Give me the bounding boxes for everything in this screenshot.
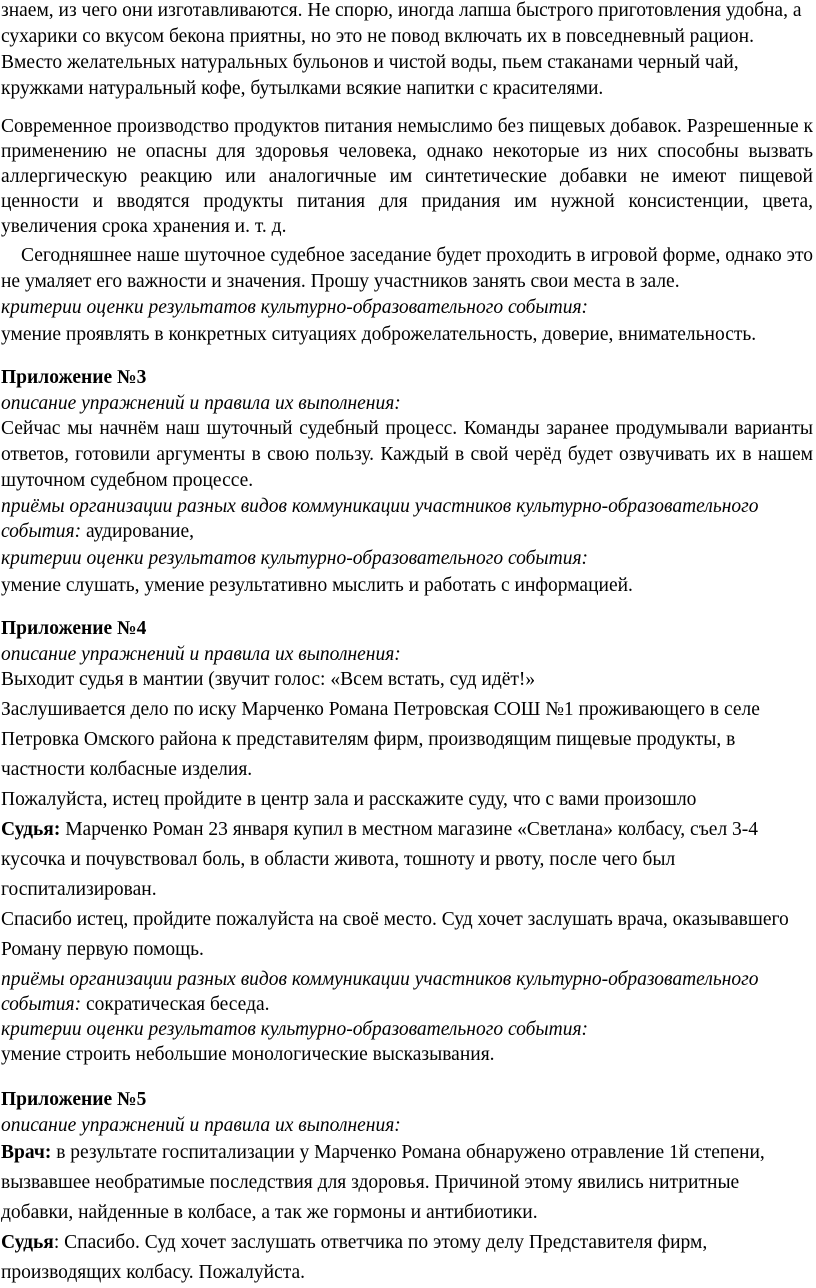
- appendix-4-description-label: описание упражнений и правила их выполнения:: [1, 644, 401, 665]
- appendix-4-line-3: Пожалуйста, истец пройдите в центр зала и расскажите суду, что с вами произошло: [1, 789, 697, 810]
- appendix-3-description-text: Сейчас мы начнём наш шуточный судебный процесс. Команды заранее продумывали варианты ответов, готовили аргументы в свою пользу. Каждый в свой черёд будет озвучивать их в нашем шуточном судебном процессе.: [1, 418, 813, 491]
- intro-criteria-label: критерии оценки результатов культурно-образовательного события:: [1, 297, 589, 318]
- intro-paragraph-2: Современное производство продуктов питания немыслимо без пищевых добавок. Разрешенные к применению не опасны для здоровья человека, однако некоторые из них способны вызвать аллергическую реакцию или аналогичные им синтетические добавки не имеют пищевой ценности и вводятся продукты питания для придания им нужной консистенции, цвета, увеличения срока хранения и. т. д.: [1, 116, 813, 237]
- appendix-4-line-1: Выходит судья в мантии (звучит голос: «Всем встать, суд идёт!»: [1, 669, 536, 690]
- appendix-4-methods-label: приёмы организации разных видов коммуникации участников культурно-образовательного события:: [1, 969, 759, 1015]
- appendix-3-methods: [1, 494, 813, 544]
- appendix-4-title: Приложение №4: [1, 618, 147, 639]
- intro-criteria-text: умение проявлять в конкретных ситуациях доброжелательность, доверие, внимательность.: [1, 324, 757, 345]
- intro-paragraph-1: знаем, из чего они изготавливаются. Не спорю, иногда лапша быстрого приготовления удобна, а сухарики со вкусом бекона приятны, но это не повод включать их в повседневный рацион. Вместо желательных натуральных бульонов и чистой воды, пьем стаканами черный чай, кружками натуральный кофе, бутылками всякие напитки с красителями.: [1, 0, 802, 99]
- appendix-4-line-4: Спасибо истец, пройдите пожалуйста на своё место. Суд хочет заслушать врача, оказывавшего Роману первую помощь.: [1, 909, 789, 960]
- appendix-3-methods-text: аудирование,: [81, 521, 195, 542]
- judge-statement-text: Марченко Роман 23 января купил в местном магазине «Светлана» колбасу, съел 3-4 кусочка и почувствовал боль, в области живота, тошноту и рвоту, после чего был госпитализирован.: [1, 819, 759, 900]
- appendix-3-title: Приложение №3: [1, 367, 147, 388]
- appendix-5-title: Приложение №5: [1, 1089, 147, 1110]
- appendix-3-methods-label: приёмы организации разных видов коммуникации участников культурно-образовательного события:: [1, 496, 759, 542]
- doctor-speaker-label: Врач:: [1, 1142, 52, 1163]
- appendix-4-judge-statement: [1, 815, 813, 905]
- appendix-4-criteria-label: критерии оценки результатов культурно-образовательного события:: [1, 1019, 589, 1040]
- appendix-3-criteria-text: умение слушать, умение результативно мыслить и работать с информацией.: [1, 575, 633, 596]
- doctor-statement-text: в результате госпитализации у Марченко Романа обнаружено отравление 1й степени, вызвавшее необратимые последствия для здоровья. Причиной этому явились нитритные добавки, найденные в колбасе, а так же гормоны и антибиотики.: [1, 1142, 765, 1223]
- judge-speaker-label-2: Судья: [1, 1232, 54, 1253]
- appendix-3-description-label: описание упражнений и правила их выполнения:: [1, 393, 401, 414]
- appendix-4-methods: [1, 967, 813, 1017]
- appendix-3-criteria-label: критерии оценки результатов культурно-образовательного события:: [1, 548, 589, 569]
- appendix-4-criteria-text: умение строить небольшие монологические высказывания.: [1, 1044, 495, 1065]
- appendix-4-methods-text: сократическая беседа.: [81, 994, 270, 1015]
- intro-paragraph-3: Сегодняшнее наше шуточное судебное заседание будет проходить в игровой форме, однако это не умаляет его важности и значения. Прошу участников занять свои места в зале.: [1, 245, 813, 292]
- appendix-5-doctor-statement: [1, 1138, 813, 1228]
- appendix-5-description-label: описание упражнений и правила их выполнения:: [1, 1115, 401, 1136]
- appendix-4-line-2: Заслушивается дело по иску Марченко Романа Петровская СОШ №1 проживающего в селе Петровка Омского района к представителям фирм, производящим пищевые продукты, в частности колбасные изделия.: [1, 699, 760, 780]
- judge-speaker-label: Судья:: [1, 819, 61, 840]
- judge-statement-text-2: : Спасибо. Суд хочет заслушать ответчика по этому делу Представителя фирм, производящих колбасу. Пожалуйста.: [1, 1232, 708, 1283]
- appendix-5-judge-statement: [1, 1228, 813, 1288]
